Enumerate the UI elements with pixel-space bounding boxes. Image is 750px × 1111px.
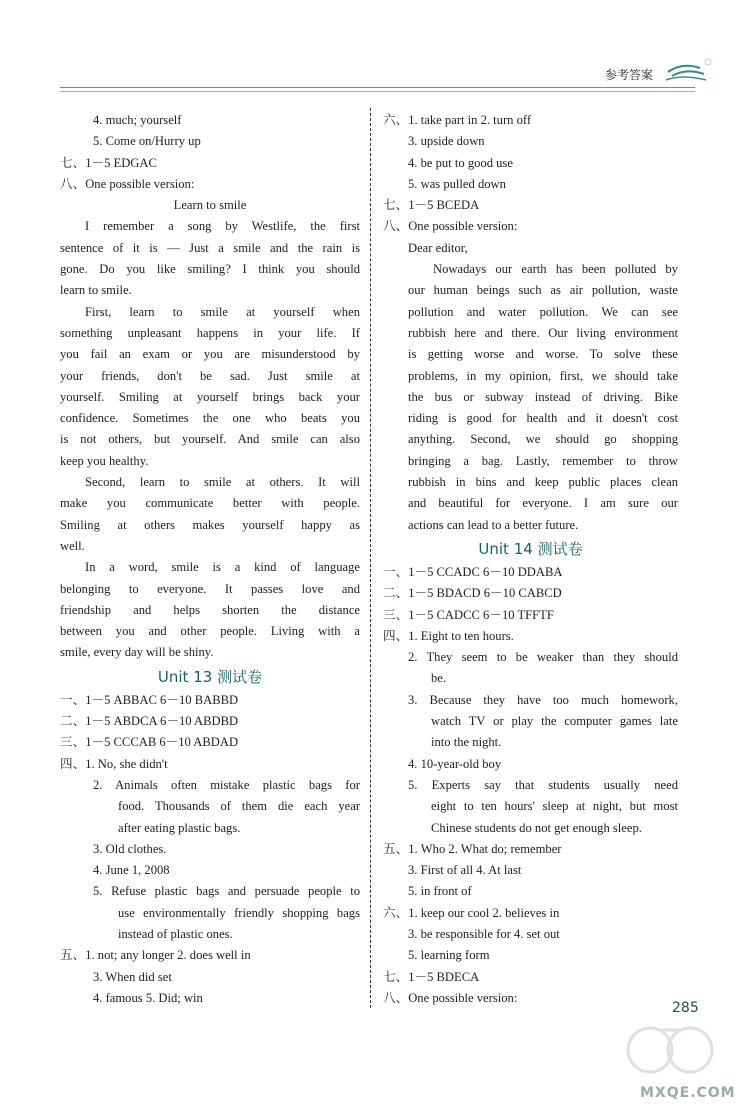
answer-line: rubbish here and there. Our living environment <box>408 325 678 340</box>
unit-title: Unit 14 测试卷 <box>478 539 583 558</box>
answer-line: yourself. Smiling at yourself brings back your <box>60 389 360 404</box>
answer-line: is getting worse and worse. To solve these <box>408 347 678 362</box>
answer-line: 4. 10-year-old boy <box>408 756 502 771</box>
answer-line: 八、One possible version: <box>383 990 518 1005</box>
answer-line: our human beings such as air pollution, waste <box>408 283 678 298</box>
answer-line: 四、1. No, she didn't <box>60 756 168 771</box>
answer-line: Chinese students do not get enough sleep. <box>431 820 642 835</box>
answer-line: keep you healthy. <box>60 453 149 468</box>
answer-line: your friends, don't be sad. Just smile at <box>60 368 360 383</box>
answer-line: problems, in my opinion, first, we should take <box>408 368 678 383</box>
answer-line: actions can lead to a better future. <box>408 517 579 532</box>
answer-line: 5. Experts say that students usually need <box>408 777 678 792</box>
answer-line: Second, learn to smile at others. It will <box>85 475 360 490</box>
answer-line: 三、1－5 CADCC 6－10 TFFTF <box>383 607 554 622</box>
answer-line: 3. First of all 4. At last <box>408 863 522 878</box>
answer-line: 一、1－5 CCADC 6－10 DDABA <box>383 564 563 579</box>
answer-line: into the night. <box>431 735 502 750</box>
answer-line: and beautiful for everyone. I am sure our <box>408 496 678 511</box>
answer-line: 3. Old clothes. <box>93 841 167 856</box>
answer-line: First, learn to smile at yourself when <box>85 304 360 319</box>
answer-line: 一、1－5 ABBAC 6－10 BABBD <box>60 692 239 707</box>
answer-line: 5. in front of <box>408 884 472 899</box>
answer-line: 5. was pulled down <box>408 176 506 191</box>
answer-line: make you communicate better with people. <box>60 496 360 511</box>
header-decoration-icon <box>660 50 720 90</box>
answer-line: 4. famous 5. Did; win <box>93 990 203 1005</box>
answer-line: learn to smile. <box>60 283 132 298</box>
answer-line: 七、1－5 EDGAC <box>60 155 157 170</box>
answer-line: use environmentally friendly shopping bags <box>118 905 360 920</box>
unit-title: Unit 13 测试卷 <box>157 667 263 686</box>
answer-line: 5. Refuse plastic bags and persuade people to <box>93 884 360 899</box>
answer-line: anything. Second, we should go shopping <box>408 432 678 447</box>
answer-line: 2. They seem to be weaker than they should <box>408 650 678 665</box>
answer-line: gone. Do you like smiling? I think you should <box>60 262 360 277</box>
answer-line: 4. be put to good use <box>408 155 513 170</box>
essay-title: Learn to smile <box>173 198 247 213</box>
answer-line: sentence of it is — Just a smile and the rain is <box>60 240 360 255</box>
answer-line: pollution and water pollution. We can see <box>408 304 678 319</box>
answer-line: 3. Because they have too much homework, <box>408 692 678 707</box>
answer-line: 5. learning form <box>408 948 490 963</box>
answer-line: food. Thousands of them die each year <box>118 799 360 814</box>
answer-line: be. <box>431 671 447 686</box>
answer-line: 二、1－5 BDACD 6－10 CABCD <box>383 586 562 601</box>
answer-line: 四、1. Eight to ten hours. <box>383 628 514 643</box>
answer-line: 4. June 1, 2008 <box>93 863 170 878</box>
answer-line: friendship and helps shorten the distance <box>60 602 360 617</box>
answer-line: 五、1. Who 2. What do; remember <box>383 841 562 856</box>
column-divider <box>370 108 371 1008</box>
answer-line: 七、1－5 BCEDA <box>383 198 480 213</box>
answer-line: watch TV or play the computer games late <box>431 714 678 729</box>
header-title: 参考答案 <box>605 68 654 82</box>
answer-line: Nowadays our earth has been polluted by <box>433 262 678 277</box>
answer-line: smile, every day will be shiny. <box>60 645 214 660</box>
answer-line: Smiling at others makes yourself happy as <box>60 517 360 532</box>
answer-line: eight to ten hours' sleep at night, but most <box>431 799 678 814</box>
answer-line: the bus or subway instead of driving. Bike <box>408 389 678 404</box>
watermark-logo-icon <box>620 1020 730 1090</box>
answer-line: 5. Come on/Hurry up <box>93 134 201 149</box>
answer-line: In a word, smile is a kind of language <box>85 560 360 575</box>
answer-line: Dear editor, <box>408 240 468 255</box>
answer-line: rubbish in bins and keep public places clean <box>408 475 678 490</box>
answer-line: 八、One possible version: <box>383 219 518 234</box>
header-rule <box>60 87 695 88</box>
answer-line: riding is good for health and it doesn't cost <box>408 411 678 426</box>
answer-line: I remember a song by Westlife, the first <box>85 219 360 234</box>
page-number: 285 <box>672 1000 699 1016</box>
answer-line: 3. upside down <box>408 134 485 149</box>
left-column <box>60 110 360 1009</box>
answer-line: 六、1. keep our cool 2. believes in <box>383 905 560 920</box>
answer-line: 三、1－5 CCCAB 6－10 ABDAD <box>60 735 239 750</box>
answer-line: something unpleasant happens in your life. If <box>60 325 360 340</box>
answer-line: you fail an exam or you are misunderstood by <box>60 347 360 362</box>
answer-line: is not others, but yourself. And smile can also <box>60 432 360 447</box>
answer-line: 3. When did set <box>93 969 172 984</box>
answer-line: confidence. Sometimes the one who beats you <box>60 411 360 426</box>
answer-line: 3. be responsible for 4. set out <box>408 926 560 941</box>
answer-line: 二、1－5 ABDCA 6－10 ABDBD <box>60 714 239 729</box>
answer-line: 六、1. take part in 2. turn off <box>383 113 532 127</box>
answer-line: 八、One possible version: <box>60 176 195 191</box>
answer-line: after eating plastic bags. <box>118 820 241 835</box>
answer-line: between you and other people. Living with a <box>60 624 360 639</box>
header-rule-thin <box>60 91 695 92</box>
answer-line: bringing a bag. Lastly, remember to throw <box>408 453 678 468</box>
answer-line: 2. Animals often mistake plastic bags for <box>93 777 360 792</box>
answer-line: 4. much; yourself <box>93 113 182 127</box>
answer-line: 七、1－5 BDECA <box>383 969 480 984</box>
answer-line: 五、1. not; any longer 2. does well in <box>60 948 251 963</box>
answer-line: well. <box>60 538 85 553</box>
answer-line: instead of plastic ones. <box>118 926 233 941</box>
answer-line: belonging to everyone. It passes love and <box>60 581 360 596</box>
watermark-text: MXQE.COM <box>640 1085 736 1101</box>
right-column <box>383 110 678 1009</box>
